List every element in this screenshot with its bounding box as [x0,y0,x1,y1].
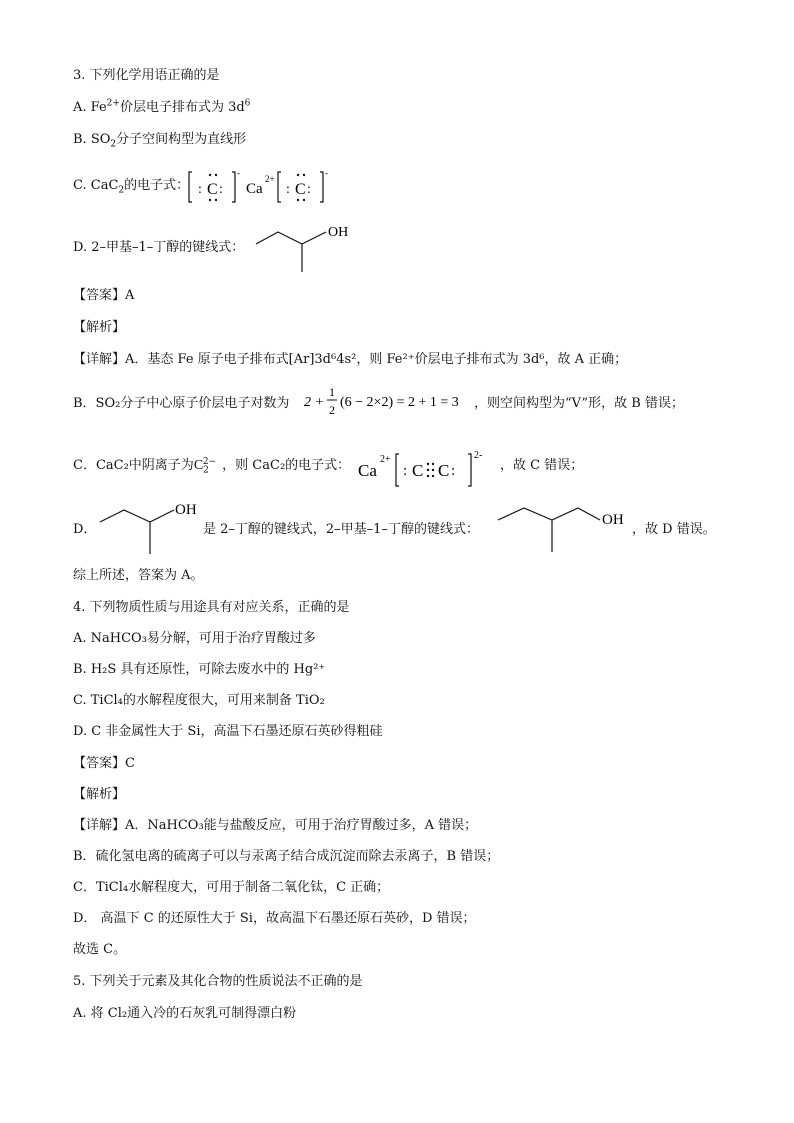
q4-analysis: 【解析】 [73,787,126,802]
q3-option-d: D. 2–甲基–1–丁醇的键线式： [73,240,245,255]
q3-detail-c: C．CaC₂中阴离子为$C_2^{2-}$ ，则 CaC₂的电子式： [73,456,351,476]
svg-text::: : [198,182,202,197]
q3-detail-b-conclusion: ，则空间构型为“V”形，故 B 错误； [474,396,684,411]
svg-text::: : [286,182,290,197]
q4-option-b: B. H₂S 具有还原性，可除去废水中的 Hg²⁺ [73,662,326,677]
q3-detail-b-formula [304,384,474,424]
q4-detail-a: 【详解】A．NaHCO₃能与盐酸反应，可用于治疗胃酸过多，A 错误； [73,818,478,833]
svg-text:2+: 2+ [380,454,391,465]
q3-stem: 3. 下列化学用语正确的是 [73,68,220,83]
q3-detail-d-skeletal-2-methyl-1-butanol [496,500,636,558]
q3-detail-d-conclusion: ，故 D 错误。 [632,522,716,537]
q3-detail-d-skeletal-2-butanol [98,500,208,558]
svg-text::: : [403,463,408,479]
atom-c: C [295,181,306,198]
q4-option-d: D. C 非金属性大于 Si，高温下石墨还原石英砂得粗硅 [73,724,383,739]
q3-detail-c-electron-formula [358,446,498,490]
q5-stem: 5. 下列关于元素及其化合物的性质说法不正确的是 [73,974,363,989]
q3-summary: 综上所述，答案为 A。 [73,568,204,583]
svg-text:2-: 2- [474,450,483,461]
svg-text:C: C [412,461,424,480]
svg-text:2: 2 [329,403,335,417]
q3-option-b: B. $SO_2$分子空间构型为直线形 [73,132,247,150]
svg-text:-: - [325,168,328,178]
svg-text::: : [219,182,223,197]
q3-option-c-electron-formula [188,168,348,208]
svg-text:C: C [438,461,450,480]
svg-text:-: - [237,168,240,178]
svg-text:OH: OH [328,225,349,240]
q5-option-a: A. 将 Cl₂通入冷的石灰乳可制得漂白粉 [73,1006,297,1021]
svg-text:2+: 2+ [265,174,275,184]
q3-answer: 【答案】A [73,288,135,303]
q4-detail-d: D． 高温下 C 的还原性大于 Si，故高温下石墨还原石英砂，D 错误； [73,911,476,926]
q4-stem: 4. 下列物质性质与用途具有对应关系，正确的是 [73,600,350,615]
svg-text:2 +: 2 + [304,395,324,410]
acetylide-ion: C [193,458,204,473]
svg-text::: : [451,463,456,479]
q3-detail-b: B．SO₂分子中心原子价层电子对数为 [73,396,290,411]
q4-conclusion: 故选 C。 [73,942,127,957]
q3-detail-d-label: D． [73,522,97,537]
q4-detail-b: B．硫化氢电离的硫离子可以与汞离子结合成沉淀而除去汞离子，B 错误； [73,849,500,864]
q3-detail-d: 是 2–丁醇的键线式，2–甲基–1–丁醇的键线式： [203,522,479,537]
q3-option-a: A. $Fe^{2+}$价层电子排布式为 $3d^6$ [73,98,251,115]
atom-c: C [207,181,218,198]
svg-text:1: 1 [329,385,335,399]
q4-detail-c: C．TiCl₄水解程度大，可用于制备二氧化钛，C 正确； [73,880,390,895]
svg-text:(6 − 2×2) = 2 + 1 = 3: (6 − 2×2) = 2 + 1 = 3 [340,395,459,410]
q3-option-c: C. CaC$_2$的电子式： [73,178,190,196]
q4-answer: 【答案】C [73,756,135,771]
svg-text::: : [307,182,311,197]
q3-detail-a: 【详解】A．基态 Fe 原子电子排布式[Ar]3d⁶4s²，则 Fe²⁺价层电子排布式为 3d⁶，故 A 正确； [73,352,628,367]
q3-analysis: 【解析】 [73,320,126,335]
q3-option-d-skeletal-formula [254,222,364,277]
svg-text:OH: OH [602,512,624,528]
q3-detail-c-conclusion: ，故 C 错误； [500,458,584,473]
svg-text:OH: OH [175,502,197,518]
svg-text:Ca: Ca [358,461,377,480]
q4-option-c: C. TiCl₄的水解程度很大，可用来制备 TiO₂ [73,693,325,708]
svg-text:Ca: Ca [246,181,263,197]
q4-option-a: A. NaHCO₃易分解，可用于治疗胃酸过多 [73,631,316,646]
